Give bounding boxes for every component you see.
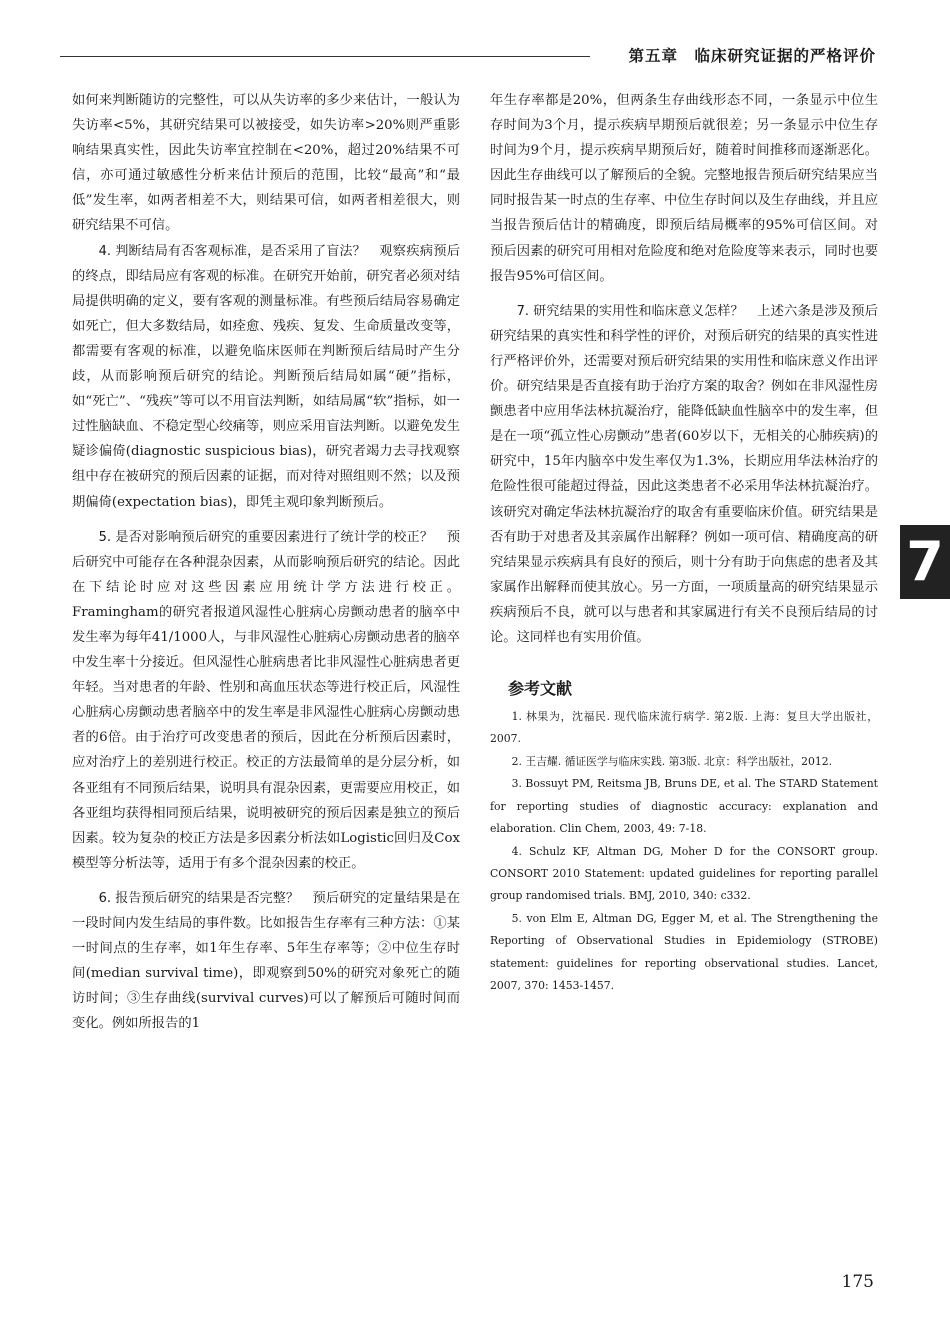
q6-heading: 6. 报告预后研究的结果是否完整？ (98, 890, 300, 906)
q5-body: 预后研究中可能存在各种混杂因素，从而影响预后研究的结论。因此在下结论时应对这些因素应用统计学方法进行校正。Framingham的研究者报道风湿性心脏病心房颤动患者的脑卒中发生率为每年41/1000人，与非风湿性心脏病心房颤动患者的脑卒中发生率十分接近。但风湿性心脏病患者比非风湿性心脏病患者更年轻。当对患者的年龄、性别和高血压状态等进行校正后，风湿性心脏病心房颤动患者脑卒中的发生率是非风湿性心脏病心房颤动患者的6倍。由于治疗可改变患者的预后，因此在分析预后因素时，应对治疗上的差别进行校正。校正的方法最简单的是分层分析，如各亚组有不同预后结果，说明具有混杂因素，更需要应用校正，如各亚组均获得相同预后结果，说明被研究的预后因素是独立的预后因素。较为复杂的校正方法是多因素分析法如Logistic回归及Cox模型等分析法等，适用于有多个混杂因素的校正。 (72, 529, 460, 871)
chapter-title: 第五章 临床研究证据的严格评价 (628, 47, 876, 65)
section-q5 (72, 525, 460, 876)
reference-item: 5. von Elm E, Altman DG, Egger M, et al. The Strengthening the Reporting of Observational Studies in Epidemiology (STROBE) statement: guidelines for reporting observational studies. Lancet, 2007, 370: 1453-1457. (490, 911, 878, 992)
references-title: 参考文献 (508, 679, 573, 699)
section-q7 (490, 299, 878, 650)
left-column (72, 88, 460, 1036)
q5-heading: 5. 是否对影响预后研究的重要因素进行了统计学的校正？ (98, 529, 434, 545)
q7-body: 上述六条是涉及预后研究结果的真实性和科学性的评价，对预后研究的结果的真实性进行严格评价外，还需要对预后研究结果的实用性和临床意义作出评价。研究结果是否直接有助于治疗方案的取舍？例如在非风湿性房颤患者中应用华法林抗凝治疗，能降低缺血性脑卒中的发生率，但是在一项“孤立性心房颤动”患者(60岁以下，无相关的心肺疾病)的研究中，15年内脑卒中发生率仅为1.3%，长期应用华法林治疗的危险性很可能超过得益，因此这类患者不必采用华法林抗凝治疗。该研究对确定华法林抗凝治疗的取舍有重要临床价值。研究结果是否有助于对患者及其亲属作出解释？例如一项可信、精确度高的研究结果显示疾病具有良好的预后，则十分有助于向焦虑的患者及其家属作出解释而使其放心。另一方面，一项质量高的研究结果显示疾病预后不良，就可以与患者和其家属进行有关不良预后结局的讨论。这同样也有实用价值。 (490, 303, 879, 645)
reference-item: 3. Bossuyt PM, Reitsma JB, Bruns DE, et al. The STARD Statement for reporting studies of diagnostic accuracy: explanation and elaboration. Clin Chem, 2003, 49: 7-18. (490, 777, 878, 836)
references-list (490, 706, 878, 997)
header-rule (60, 56, 590, 57)
reference-item: 2. 王吉耀. 循证医学与临床实践. 第3版. 北京：科学出版社，2012. (511, 754, 833, 768)
q6-body: 预后研究的定量结果是在一段时间内发生结局的事件数。比如报告生存率有三种方法：①某一时间点的生存率，如1年生存率、5年生存率等；②中位生存时间(median survival time)，即观察到50%的研究对象死亡的随访时间；③生存曲线(survival curves)可以了解预后可随时间而变化。例如所报告的1 (72, 890, 461, 1032)
section-q4 (72, 239, 460, 515)
paragraph-survival: 年生存率都是20%，但两条生存曲线形态不同，一条显示中位生存时间为3个月，提示疾病早期预后就很差；另一条显示中位生存时间为9个月，提示疾病早期预后好，随着时间推移而逐渐恶化。因此生存曲线可以了解预后的全貌。完整地报告预后研究结果应当同时报告某一时点的生存率、中位生存时间以及生存曲线，并且应当报告预后估计的精确度，即预后结局概率的95%可信区间。对预后因素的研究可用相对危险度和绝对危险度等来表示，同时也要报告95%可信区间。 (490, 93, 878, 284)
section-q6 (72, 886, 460, 1037)
q4-body: 观察疾病预后的终点，即结局应有客观的标准。在研究开始前，研究者必须对结局提供明确的定义，要有客观的测量标准。有些预后结局容易确定如死亡，但大多数结局，如痊愈、残疾、复发、生命质量改变等，都需要有客观的标准，以避免临床医师在判断预后结局时产生分歧，从而影响预后研究的结论。判断预后结局如属“硬”指标，如“死亡”、“残疾”等可以不用盲法判断，如结局属“软”指标，如一过性脑缺血、不稳定型心绞痛等，则应采用盲法判断。以避免发生疑诊偏倚(diagnostic suspicious bias)，研究者竭力去寻找观察组中存在被研究的预后因素的证据，而对待对照组则不然；以及预期偏倚(expectation bias)，即凭主观印象判断预后。 (72, 243, 460, 510)
q7-heading: 7. 研究结果的实用性和临床意义怎样？ (516, 303, 744, 319)
right-column (490, 88, 878, 997)
reference-item: 4. Schulz KF, Altman DG, Moher D for the CONSORT group. CONSORT 2010 Statement: updated guidelines for reporting parallel group randomised trials. BMJ, 2010, 340: c332. (490, 844, 878, 903)
chapter-tab: 7 (900, 525, 950, 599)
page-number: 175 (841, 1272, 874, 1292)
paragraph-followup: 如何来判断随访的完整性，可以从失访率的多少来估计，一般认为失访率<5%，其研究结果可以被接受，如失访率>20%则严重影响结果真实性，因此失访率宜控制在<20%，超过20%结果不可信，亦可通过敏感性分析来估计预后的范围，比较“最高”和“最低”发生率，如两者相差不大，则结果可信，如两者相差很大，则研究结果不可信。 (72, 93, 460, 234)
q4-heading: 4. 判断结局有否客观标准，是否采用了盲法？ (98, 243, 366, 259)
reference-item: 1. 林果为，沈福民. 现代临床流行病学. 第2版. 上海：复旦大学出版社，2007. (490, 710, 878, 746)
